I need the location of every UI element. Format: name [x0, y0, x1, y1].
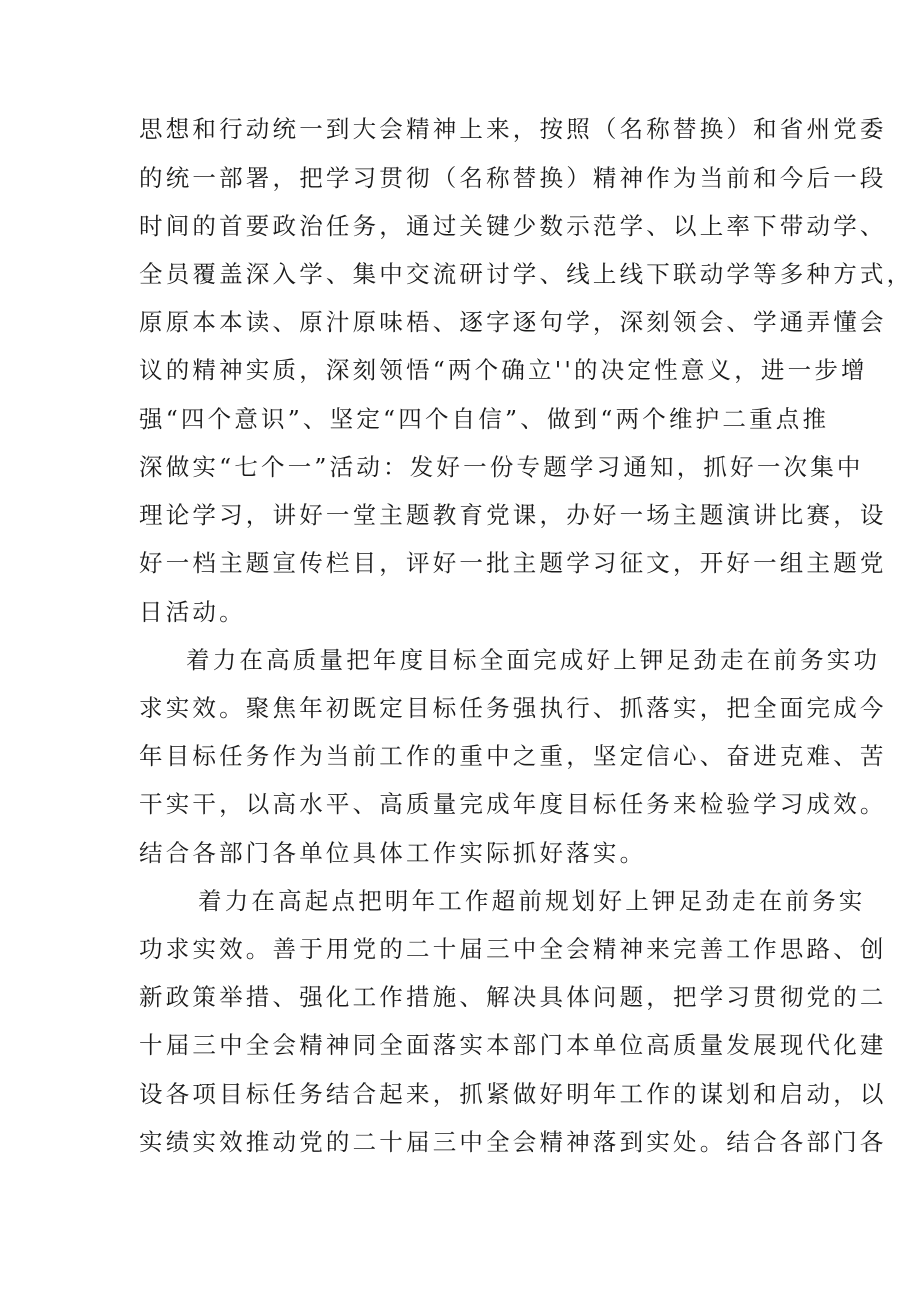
paragraph-first-line: 着力在高起点把明年工作超前规划好上钾足劲走在前务实 — [198, 887, 866, 915]
text-line: 结合各部门各单位具体工作实际抓好落实。 — [139, 839, 647, 867]
text-line: 强“四个意识”、坚定“四个自信”、做到“两个维护二重点推 — [139, 405, 830, 433]
text-line: 年目标任务作为当前工作的重中之重，坚定信心、奋进克难、苦 — [139, 742, 887, 770]
text-line: 时间的首要政治任务，通过关键少数示范学、以上率下带动学、 — [139, 212, 887, 240]
text-line: 思想和行动统一到大会精神上来，按照（名称替换）和省州党委 — [139, 115, 887, 143]
paragraph-first-line: 着力在高质量把年度目标全面完成好上钾足劲走在前务实功 — [186, 646, 881, 674]
text-line: 功求实效。善于用党的二十届三中全会精神来完善工作思路、创 — [139, 935, 887, 963]
text-line: 十届三中全会精神同全面落实本部门本单位高质量发展现代化建 — [139, 1031, 887, 1059]
text-line: 的统一部署，把学习贯彻（名称替换）精神作为当前和今后一段 — [139, 164, 887, 192]
text-line: 日活动。 — [139, 598, 246, 626]
text-line: 全员覆盖深入学、集中交流研讨学、线上线下联动学等多种方式， — [139, 260, 914, 288]
text-line: 实绩实效推动党的二十届三中全会精神落到实处。结合各部门各 — [139, 1128, 887, 1156]
text-line: 原原本本读、原汁原味梧、逐字逐句学，深刻领会、学通弄懂会 — [139, 308, 887, 336]
text-line: 求实效。聚焦年初既定目标任务强执行、抓落实，把全面完成今 — [139, 694, 887, 722]
text-line: 理论学习，讲好一堂主题教育党课，办好一场主题演讲比赛，设 — [139, 501, 887, 529]
text-line: 干实干，以高水平、高质量完成年度目标任务来检验学习成效。 — [139, 790, 887, 818]
text-line: 好一档主题宣传栏目，评好一批主题学习征文，开好一组主题党 — [139, 549, 887, 577]
text-line: 新政策举措、强化工作措施、解决具体问题，把学习贯彻党的二 — [139, 983, 887, 1011]
text-line: 深做实“七个一”活动：发好一份专题学习通知，抓好一次集中 — [139, 453, 864, 481]
text-line: 议的精神实质，深刻领悟“两个确立''的决定性意义，进一步增 — [139, 356, 868, 384]
text-line: 设各项目标任务结合起来，抓紧做好明年工作的谋划和启动，以 — [139, 1080, 887, 1108]
